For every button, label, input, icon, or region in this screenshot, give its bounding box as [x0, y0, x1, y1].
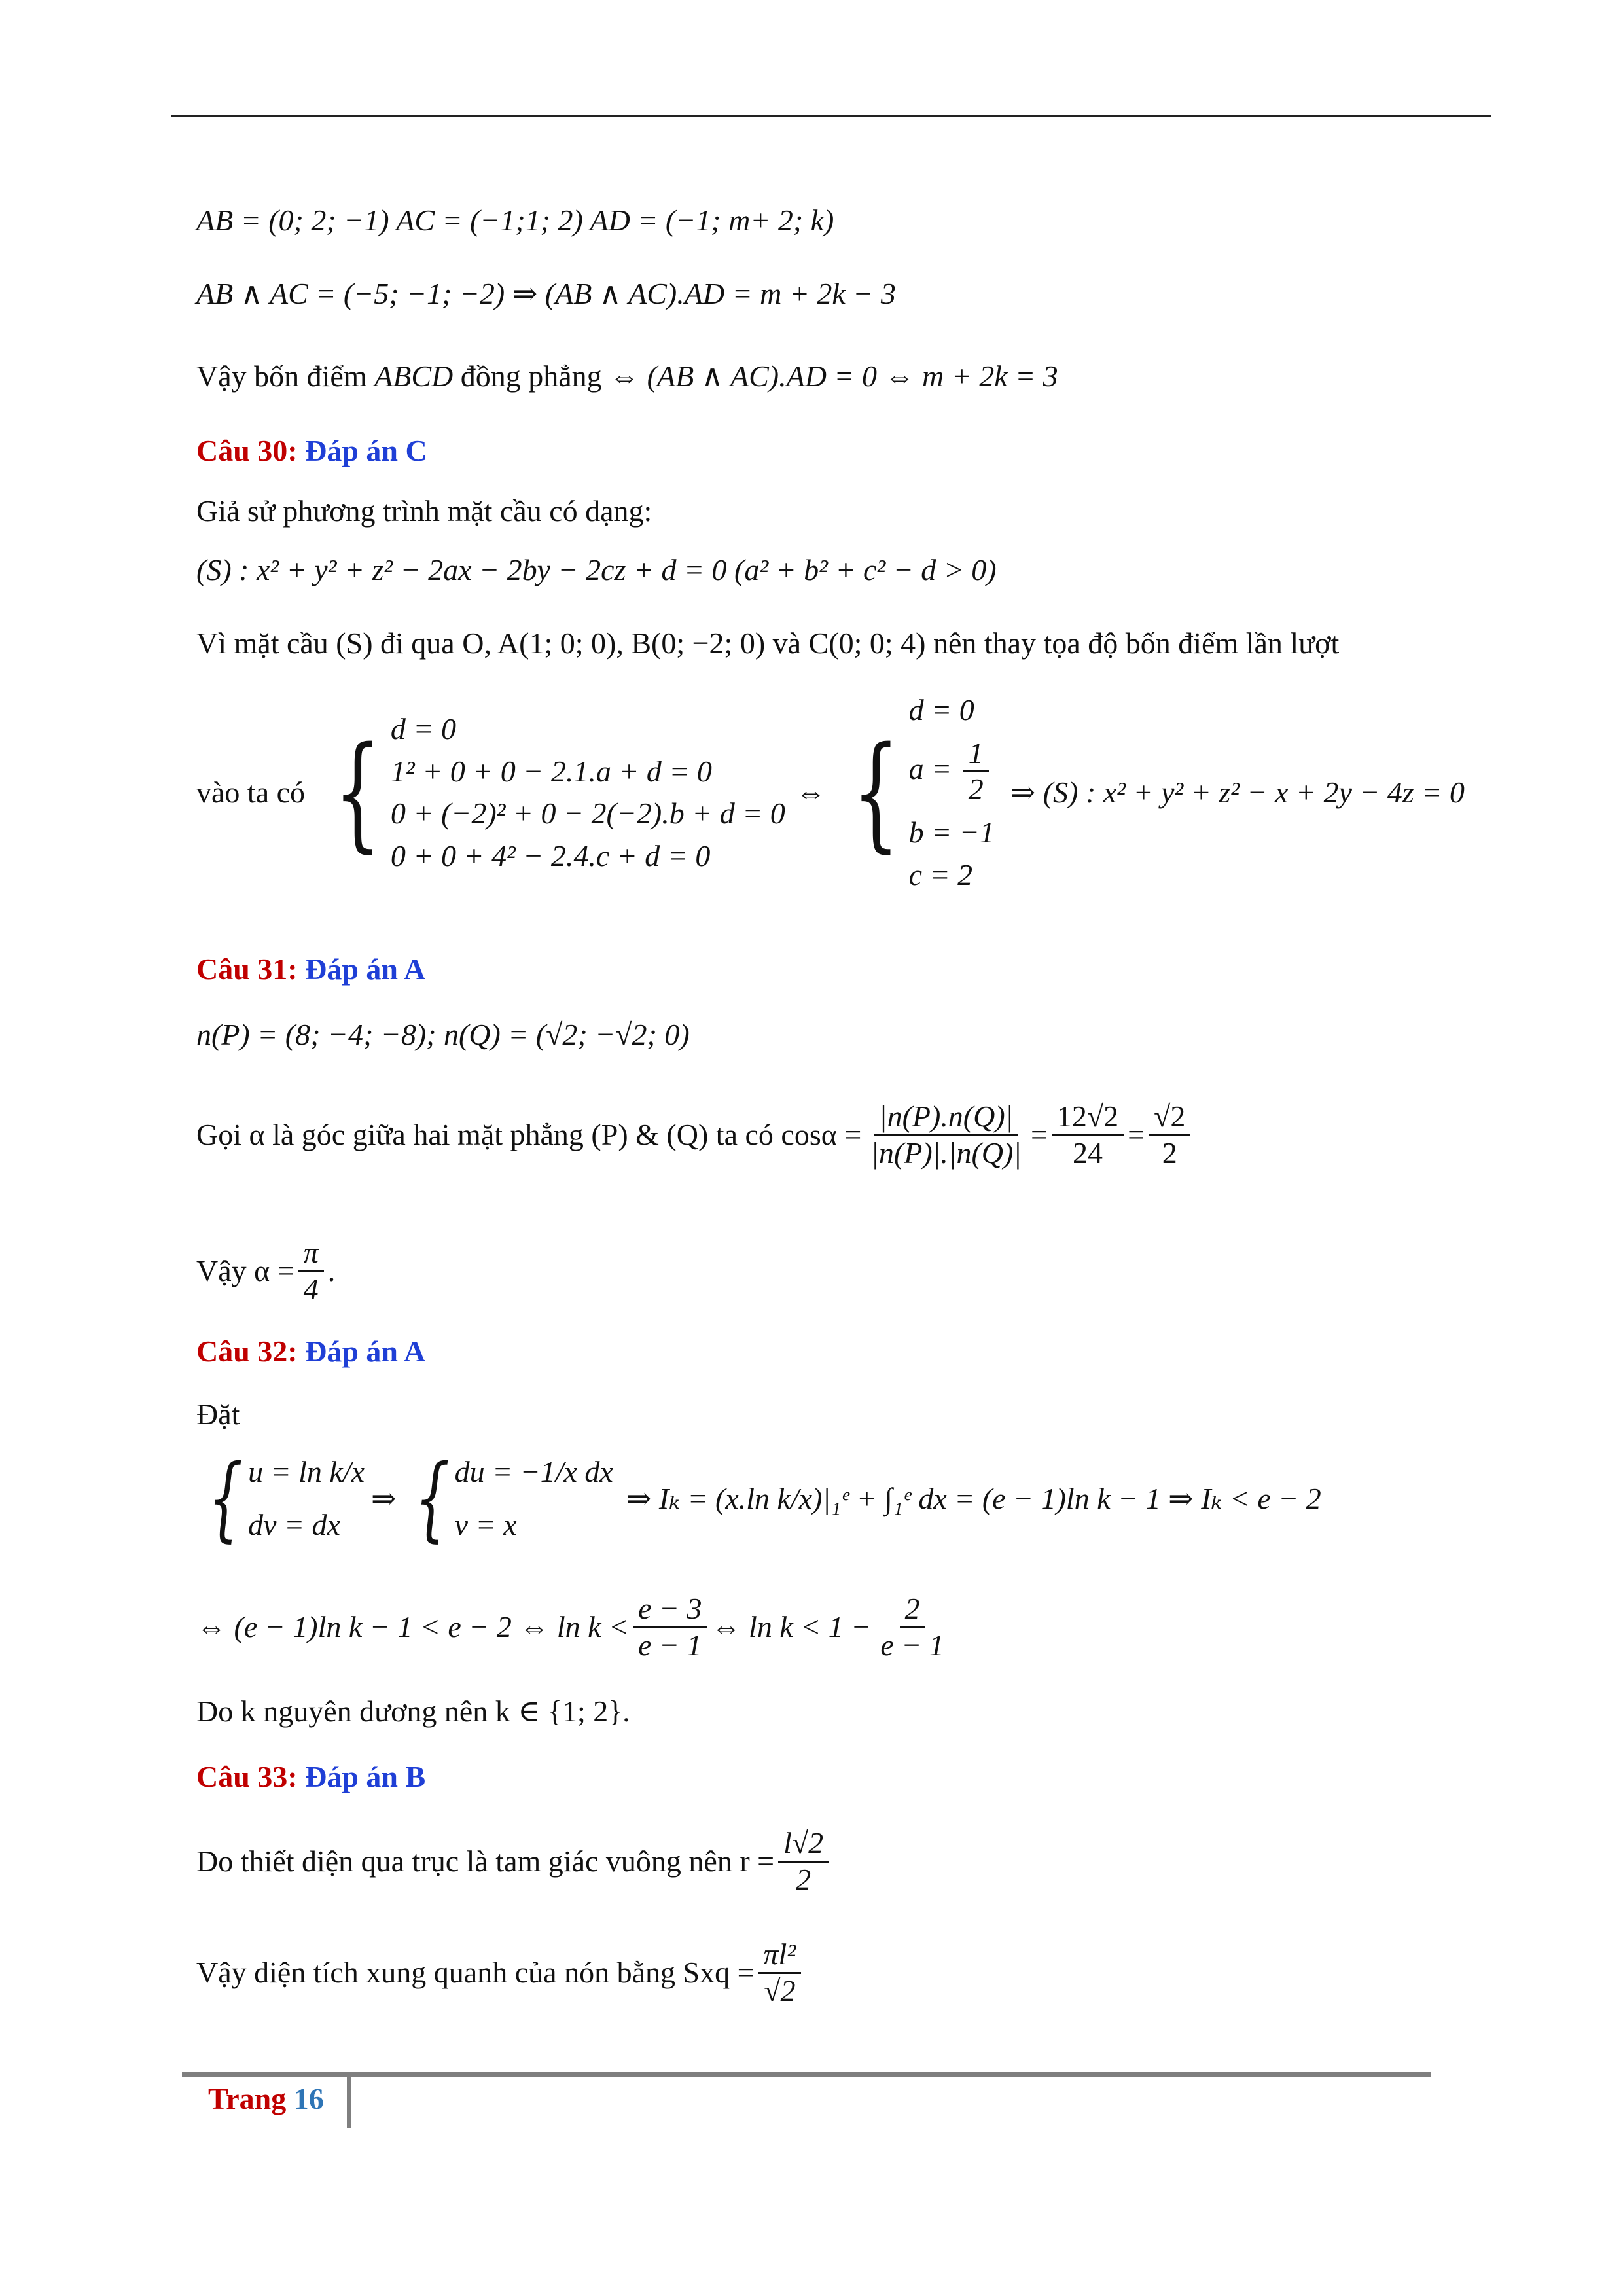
q30-system-line	[196, 694, 1465, 892]
q32-sysB-row: du = −1/x dx	[454, 1455, 613, 1489]
q32-ineq-b: ⇔ ln k < 1 −	[711, 1610, 872, 1644]
brace-icon: {	[851, 720, 900, 865]
q32-sysA-row: dv = dx	[248, 1508, 340, 1541]
q30-sys1-row: 1² + 0 + 0 − 2.1.a + d = 0	[390, 754, 712, 788]
q31-normals: n(P) = (8; −4; −8); n(Q) = (√2; −√2; 0)	[196, 1018, 690, 1051]
q32-inequality	[196, 1592, 954, 1663]
coplanar-text2: đồng phẳng	[460, 359, 602, 393]
q32-sysA-row: u = ln k/x	[248, 1455, 365, 1489]
q32-heading	[196, 1335, 425, 1369]
q33-answer: Đáp án B	[305, 1760, 426, 1793]
page-number: 16	[293, 2082, 324, 2115]
q30-intro: Giả sử phương trình mặt cầu có dạng:	[196, 494, 652, 528]
q30-sys1-row: d = 0	[390, 712, 456, 746]
coplanar-text: Vậy bốn điểm	[196, 359, 367, 393]
q32-sysB-row: v = x	[454, 1508, 517, 1541]
footer-divider	[347, 2076, 351, 2128]
fraction: $\frac{2}{e - 1}$	[880, 1592, 944, 1662]
brace-icon: {	[207, 1445, 243, 1552]
fraction: $\frac{|n(P).n(Q)|}{|n(P)|.|n(Q)|}$	[870, 1100, 1022, 1170]
q31-conclusion	[196, 1236, 335, 1307]
q30-label: Câu 30:	[196, 434, 298, 467]
brace-icon: {	[414, 1445, 450, 1552]
q30-sys1-row: 0 + (−2)² + 0 − 2(−2).b + d = 0	[390, 797, 785, 831]
q32-system-b	[403, 1445, 613, 1552]
header-rule	[171, 115, 1491, 117]
q30-passes-through: Vì mặt cầu (S) đi qua O, A(1; 0; 0), B(0; −2; 0) và C(0; 0; 4) nên thay tọa độ bốn điểm lần lượt	[196, 626, 1340, 660]
fraction: $\frac{1}{2}$	[963, 736, 989, 808]
q31-label: Câu 31:	[196, 952, 298, 986]
implies: ⇒	[371, 1481, 397, 1515]
q31-answer: Đáp án A	[305, 952, 426, 986]
fraction: $\frac{12√2}{24}$	[1052, 1100, 1124, 1171]
q30-sphere-equation: (S) : x² + y² + z² − 2ax − 2by − 2cz + d = 0 (a² + b² + c² − d > 0)	[196, 553, 997, 586]
fraction: $\frac{√2}{2}$	[1149, 1100, 1190, 1171]
q30-iff: ⇔	[795, 775, 826, 809]
q32-label: Câu 32:	[196, 1335, 298, 1368]
footer-word: Trang	[208, 2082, 287, 2115]
q33-p2: Vậy diện tích xung quanh của nón bằng Sxq =	[196, 1956, 755, 1990]
coplanar-points: ABCD	[374, 359, 454, 393]
cross-product-line: AB ∧ AC = (−5; −1; −2) ⇒ (AB ∧ AC).AD = m + 2k − 3	[196, 277, 896, 310]
q30-sys2-row: a = $\frac{1}{2}$	[909, 736, 995, 808]
fraction: $\frac{l√2}{2}$	[778, 1826, 829, 1897]
q33-radius-line	[196, 1826, 832, 1897]
q32-ineq-a: ⇔ (e − 1)ln k − 1 < e − 2 ⇔ ln k <	[196, 1610, 630, 1644]
q30-sys2-row: b = −1	[908, 816, 995, 850]
q31-angle-line	[196, 1100, 1194, 1171]
footer-rule	[182, 2072, 1431, 2077]
equals: =	[1128, 1118, 1145, 1152]
q30-sys1-row: 0 + 0 + 4² − 2.4.c + d = 0	[390, 838, 711, 872]
q33-area-line	[196, 1937, 805, 2009]
q30-result: ⇒ (S) : x² + y² + z² − x + 2y − 4z = 0	[1010, 775, 1465, 809]
q30-system-2	[836, 694, 995, 892]
q31-heading	[196, 953, 425, 986]
brace-icon: {	[334, 720, 382, 865]
q33-p1: Do thiết diện qua trục là tam giác vuông nên r =	[196, 1844, 775, 1878]
q32-answer: Đáp án A	[305, 1335, 426, 1368]
coplanar-conclusion	[196, 360, 1058, 393]
page-footer	[208, 2081, 324, 2116]
q32-conclusion: Do k nguyên dương nên k ∈ {1; 2}.	[196, 1695, 630, 1728]
coplanar-math: ⇔ (AB ∧ AC).AD = 0 ⇔ m + 2k = 3	[609, 359, 1058, 393]
q30-heading	[196, 435, 427, 468]
fraction: $\frac{\pi}{4}$	[298, 1236, 324, 1307]
fraction: $\frac{\text{πl²}}{√2}$	[758, 1937, 802, 2009]
equals: =	[1030, 1118, 1048, 1152]
fraction: $\frac{e - 3}{e - 1}$	[633, 1592, 707, 1663]
period: .	[327, 1254, 336, 1288]
q31-vay: Vậy α =	[196, 1254, 294, 1288]
q32-system-a	[196, 1445, 365, 1552]
q30-answer: Đáp án C	[305, 434, 427, 467]
q32-substitution	[196, 1445, 1321, 1552]
q30-vao-ta-co: vào ta có	[196, 775, 306, 809]
q30-sys2-row: d = 0	[908, 693, 974, 726]
q31-goi: Gọi α là góc giữa hai mặt phẳng (P) & (Q) ta có cosα =	[196, 1118, 862, 1152]
q32-dat: Đặt	[196, 1397, 240, 1431]
vector-definitions: AB = (0; 2; −1) AC = (−1;1; 2) AD = (−1; m+ 2; k)	[196, 204, 834, 237]
q32-integral: ⇒ Iₖ = (x.ln k/x)|₁ᵉ + ∫₁ᵉ dx = (e − 1)ln k − 1 ⇒ Iₖ < e − 2	[626, 1481, 1321, 1515]
q33-label: Câu 33:	[196, 1760, 298, 1793]
q33-heading	[196, 1761, 425, 1794]
q30-system-1	[318, 713, 785, 872]
q30-sys2-row: c = 2	[908, 857, 973, 891]
